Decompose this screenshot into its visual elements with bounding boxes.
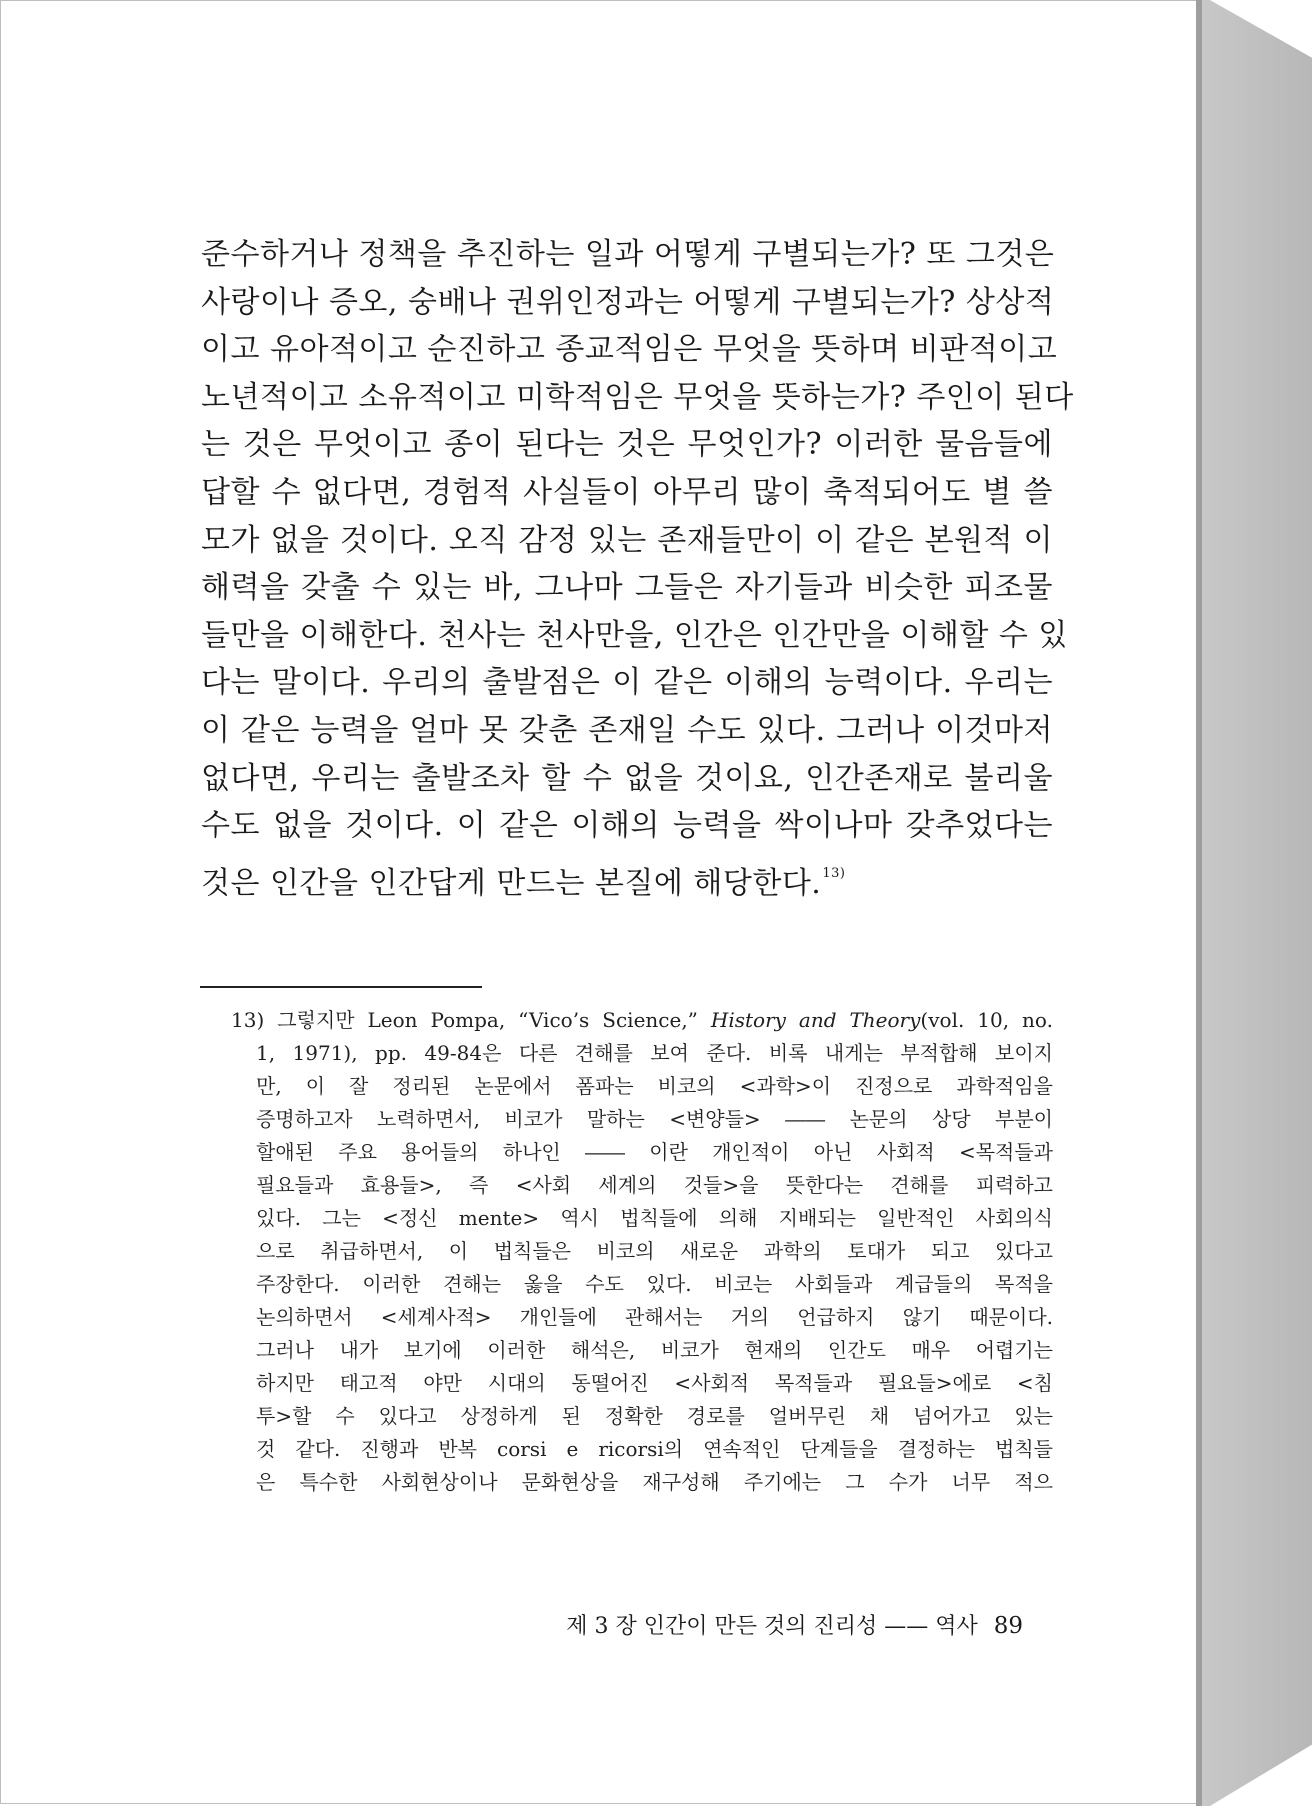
body-line: 모가 없을 것이다. 오직 감정 있는 존재들만이 이 같은 본원적 이 xyxy=(201,522,1053,558)
footnote-line: 것 같다. 진행과 반복 corsi e ricorsi의 연속적인 단계들을 결정하는 법칙들 xyxy=(256,1437,1053,1461)
footnote-line-first xyxy=(231,1004,1053,1037)
body-line-last xyxy=(201,850,1053,908)
footnote-line: 만, 이 잘 정리된 논문에서 폼파는 비코의 <과학>이 진정으로 과학적임을 xyxy=(256,1074,1053,1098)
footnote-reference: 13) xyxy=(822,865,846,881)
footnote-13 xyxy=(231,1004,1053,1499)
main-paragraph xyxy=(201,231,1074,907)
footnote-line: 1, 1971), pp. 49-84은 다른 견해를 보여 준다. 비록 내게는 부적합해 보이지 xyxy=(256,1041,1053,1065)
body-line: 준수하거나 정책을 추진하는 일과 어떻게 구별되는가? 또 그것은 xyxy=(201,237,1055,272)
footnote-citation-pre: 그렇지만 Leon Pompa, “Vico’s Science,” xyxy=(277,1008,711,1032)
body-line: 답할 수 없다면, 경험적 사실들이 아무리 많이 축적되어도 별 쓸 xyxy=(201,474,1053,510)
footnote-journal-title: History and Theory xyxy=(710,1008,921,1032)
body-line-text: 것은 인간을 인간답게 만드는 본질에 해당한다. xyxy=(201,865,822,901)
body-line: 다는 말이다. 우리의 출발점은 이 같은 이해의 능력이다. 우리는 xyxy=(201,665,1053,701)
footnote-separator xyxy=(200,986,482,988)
footnote-line: 할애된 주요 용어들의 하나인 ―― 이란 개인적이 아닌 사회적 <목적들과 xyxy=(256,1140,1053,1164)
body-line: 들만을 이해한다. 천사는 천사만을, 인간은 인간만을 이해할 수 있 xyxy=(201,617,1068,653)
body-line: 사랑이나 증오, 숭배나 권위인정과는 어떻게 구별되는가? 상상적 xyxy=(201,284,1055,320)
running-head-text: 제 3 장 인간이 만든 것의 진리성 —— 역사 xyxy=(566,1614,978,1639)
body-line: 수도 없을 것이다. 이 같은 이해의 능력을 싹이나마 갖추었다는 xyxy=(201,808,1053,844)
page-number: 89 xyxy=(993,1613,1023,1639)
footnote-citation-post: (vol. 10, no. xyxy=(920,1008,1053,1032)
footnote-line: 있다. 그는 <정신 mente> 역시 법칙들에 의해 지배되는 일반적인 사회의식 xyxy=(256,1206,1053,1230)
page-stack-edge xyxy=(1196,0,1312,1806)
page-spine-shadow xyxy=(1196,0,1202,1806)
body-line: 이고 유아적이고 순진하고 종교적임은 무엇을 뜻하며 비판적이고 xyxy=(201,332,1058,368)
footnote-number: 13) xyxy=(231,1008,265,1032)
footnote-line: 으로 취급하면서, 이 법칙들은 비코의 새로운 과학의 토대가 되고 있다고 xyxy=(256,1239,1053,1263)
footnote-line: 주장한다. 이러한 견해는 옳을 수도 있다. 비코는 사회들과 계급들의 목적을 xyxy=(256,1272,1053,1296)
body-line: 는 것은 무엇이고 종이 된다는 것은 무엇인가? 이러한 물음들에 xyxy=(201,427,1053,463)
footnote-line: 은 특수한 사회현상이나 문화현상을 재구성해 주기에는 그 수가 너무 적으 xyxy=(256,1470,1053,1494)
footnote-line: 증명하고자 노력하면서, 비코가 말하는 <변양들> ―― 논문의 상당 부분이 xyxy=(256,1107,1053,1131)
body-line: 노년적이고 소유적이고 미학적임은 무엇을 뜻하는가? 주인이 된다 xyxy=(201,379,1074,415)
footnote-line: 하지만 태고적 야만 시대의 동떨어진 <사회적 목적들과 필요들>에로 <침 xyxy=(256,1371,1053,1395)
running-footer xyxy=(521,1611,1023,1642)
footnote-line: 필요들과 효용들>, 즉 <사회 세계의 것들>을 뜻한다는 견해를 피력하고 xyxy=(256,1173,1053,1197)
body-line: 이 같은 능력을 얼마 못 갖춘 존재일 수도 있다. 그러나 이것마저 xyxy=(201,712,1053,748)
footnote-line: 논의하면서 <세계사적> 개인들에 관해서는 거의 언급하지 않기 때문이다. xyxy=(256,1305,1053,1329)
footnote-line: 그러나 내가 보기에 이러한 해석은, 비코가 현재의 인간도 매우 어렵기는 xyxy=(256,1338,1053,1362)
body-line: 해력을 갖출 수 있는 바, 그나마 그들은 자기들과 비슷한 피조물 xyxy=(201,570,1053,606)
footnote-line: 투>할 수 있다고 상정하게 된 정확한 경로를 얼버무린 채 넘어가고 있는 xyxy=(256,1404,1053,1428)
body-line: 없다면, 우리는 출발조차 할 수 없을 것이요, 인간존재로 불리울 xyxy=(201,760,1053,796)
